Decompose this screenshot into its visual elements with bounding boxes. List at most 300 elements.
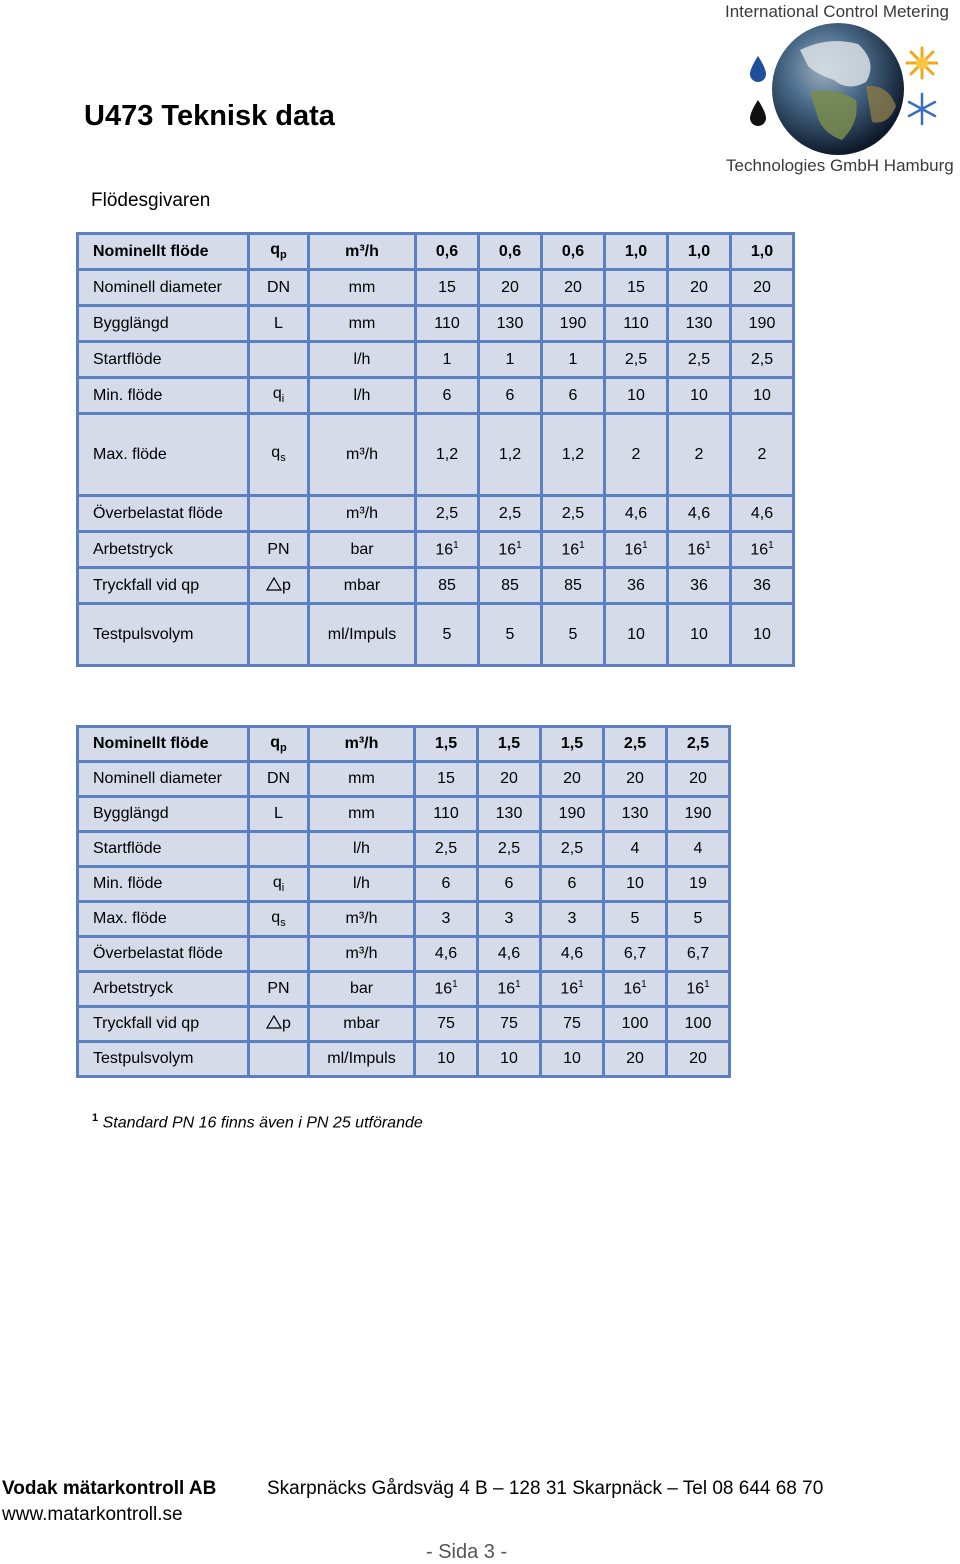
value-cell	[604, 902, 667, 937]
symbol-cell	[249, 867, 309, 902]
value-text: 1,0	[687, 242, 711, 260]
value-text: 16	[687, 541, 706, 559]
symbol-cell	[249, 568, 309, 604]
value-cell	[668, 378, 731, 414]
value-text: 6	[504, 875, 514, 892]
page-number: - Sida 3 -	[426, 1541, 508, 1563]
logo-bottom-text: Technologies GmbH Hamburg	[726, 156, 954, 175]
unit-cell: bar	[309, 972, 415, 1007]
value-text: 5	[630, 910, 640, 927]
symbol-cell	[249, 762, 309, 797]
symbol-cell	[249, 270, 309, 306]
value-text: 20	[626, 1050, 644, 1067]
value-cell	[415, 937, 478, 972]
value-text: 10	[563, 1050, 581, 1067]
value-cell	[479, 270, 542, 306]
value-text: 100	[621, 1015, 649, 1032]
unit-cell: bar	[309, 532, 416, 568]
value-cell	[731, 532, 794, 568]
value-cell	[478, 1042, 541, 1077]
value-cell	[604, 937, 667, 972]
value-cell	[542, 604, 605, 666]
symbol-cell	[249, 532, 309, 568]
value-cell	[541, 762, 604, 797]
value-cell	[542, 378, 605, 414]
value-cell	[479, 342, 542, 378]
value-text: 2	[694, 445, 704, 463]
row-label: Nominell diameter	[78, 270, 249, 306]
value-cell	[416, 378, 479, 414]
unit-cell: m³/h	[309, 414, 416, 496]
value-cell	[605, 270, 668, 306]
value-cell	[415, 902, 478, 937]
value-cell	[541, 1007, 604, 1042]
value-text: 6	[568, 386, 578, 404]
value-text: 4	[693, 840, 703, 857]
footnote-ref: 1	[453, 539, 459, 551]
row-label: Min. flöde	[78, 378, 249, 414]
value-cell	[416, 270, 479, 306]
value-cell	[542, 568, 605, 604]
company-logo	[720, 0, 960, 180]
value-cell	[604, 762, 667, 797]
value-cell	[479, 532, 542, 568]
table-row	[78, 378, 794, 414]
value-cell	[668, 568, 731, 604]
value-text: 4,6	[624, 504, 648, 522]
row-label: Överbelastat flöde	[78, 937, 249, 972]
value-cell	[667, 727, 730, 762]
symbol-text: q	[271, 444, 281, 462]
value-text: 16	[497, 980, 516, 998]
value-text: 1	[568, 350, 578, 368]
value-cell	[667, 1007, 730, 1042]
symbol-text: p	[282, 576, 291, 594]
value-cell	[604, 727, 667, 762]
footnote-marker: 1	[92, 1112, 99, 1124]
value-text: 110	[433, 805, 459, 822]
value-cell	[479, 568, 542, 604]
value-text: 2,5	[435, 504, 459, 522]
footer-website-link[interactable]: www.matarkontroll.se	[2, 1504, 183, 1525]
value-text: 16	[498, 541, 517, 559]
value-cell	[605, 568, 668, 604]
footnote-ref: 1	[578, 979, 584, 991]
value-cell	[415, 1007, 478, 1042]
value-text: 5	[693, 910, 703, 927]
value-text: 1	[442, 350, 452, 368]
value-cell	[416, 234, 479, 270]
value-text: 20	[689, 1050, 707, 1067]
value-cell	[542, 270, 605, 306]
symbol-subscript: p	[280, 249, 287, 262]
row-label: Nominellt flöde	[78, 727, 249, 762]
value-cell	[668, 604, 731, 666]
value-text: 2,5	[750, 350, 774, 368]
value-cell	[731, 306, 794, 342]
value-text: 36	[690, 576, 708, 594]
value-text: 4,6	[434, 945, 458, 962]
value-text: 2,5	[624, 350, 648, 368]
value-cell	[478, 1007, 541, 1042]
value-cell	[415, 832, 478, 867]
value-cell	[416, 568, 479, 604]
unit-cell: l/h	[309, 832, 415, 867]
value-cell	[731, 342, 794, 378]
value-cell	[605, 496, 668, 532]
value-text: 190	[684, 805, 712, 822]
value-text: 5	[442, 625, 452, 643]
symbol-cell	[249, 604, 309, 666]
value-cell	[731, 270, 794, 306]
value-text: 10	[627, 625, 645, 643]
unit-cell: m³/h	[309, 902, 415, 937]
unit-cell: l/h	[309, 378, 416, 414]
table-row	[78, 568, 794, 604]
unit-cell: mm	[309, 270, 416, 306]
value-text: 3	[567, 910, 577, 927]
footnote-ref: 1	[452, 979, 458, 991]
unit-cell: l/h	[309, 342, 416, 378]
value-text: 75	[437, 1015, 455, 1032]
value-text: 6	[567, 875, 577, 892]
value-cell	[541, 797, 604, 832]
value-cell	[478, 832, 541, 867]
symbol-cell	[249, 342, 309, 378]
unit-cell: m³/h	[309, 234, 416, 270]
value-text: 1	[505, 350, 515, 368]
table-row	[78, 234, 794, 270]
value-cell	[667, 867, 730, 902]
value-cell	[605, 532, 668, 568]
value-cell	[415, 867, 478, 902]
value-cell	[416, 342, 479, 378]
value-text: 15	[437, 770, 455, 787]
footnote-text: Standard PN 16 finns även i PN 25 utförande	[98, 1114, 423, 1132]
value-text: 3	[441, 910, 451, 927]
symbol-text: q	[270, 733, 281, 751]
value-text: 85	[438, 576, 456, 594]
value-text: 20	[563, 770, 581, 787]
value-text: 36	[753, 576, 771, 594]
value-text: 6	[441, 875, 451, 892]
value-text: 10	[753, 386, 771, 404]
value-text: 130	[495, 805, 523, 822]
value-text: 1,2	[435, 445, 459, 463]
spec-table-2	[76, 725, 731, 1078]
value-cell	[478, 762, 541, 797]
value-cell	[605, 604, 668, 666]
value-text: 10	[753, 625, 771, 643]
value-text: 75	[563, 1015, 581, 1032]
value-cell	[668, 414, 731, 496]
value-text: 190	[748, 314, 776, 332]
footnote-ref: 1	[704, 979, 710, 991]
table-row	[78, 306, 794, 342]
table-row	[78, 342, 794, 378]
value-cell	[478, 867, 541, 902]
value-text: 190	[559, 314, 587, 332]
value-cell	[731, 604, 794, 666]
value-text: 4,6	[687, 504, 711, 522]
symbol-cell	[249, 972, 309, 1007]
symbol-text: p	[282, 1015, 291, 1032]
value-text: 0,6	[561, 242, 585, 260]
value-cell	[541, 832, 604, 867]
value-text: 2	[631, 445, 641, 463]
page-title: U473 Teknisk data	[84, 100, 335, 132]
value-text: 5	[568, 625, 578, 643]
table-row	[78, 972, 730, 1007]
row-label: Startflöde	[78, 832, 249, 867]
value-text: 4,6	[750, 504, 774, 522]
footnote-ref: 1	[515, 979, 521, 991]
symbol-cell	[249, 937, 309, 972]
value-cell	[604, 867, 667, 902]
footnote-ref: 1	[516, 539, 522, 551]
row-label: Nominell diameter	[78, 762, 249, 797]
value-cell	[731, 378, 794, 414]
value-text: 1,5	[497, 735, 521, 752]
unit-cell: ml/Impuls	[309, 604, 416, 666]
value-cell	[415, 1042, 478, 1077]
row-label: Överbelastat flöde	[78, 496, 249, 532]
symbol-text: q	[270, 241, 281, 259]
value-cell	[479, 306, 542, 342]
value-text: 2,5	[687, 350, 711, 368]
table-row	[78, 604, 794, 666]
value-text: 16	[561, 541, 580, 559]
symbol-text: DN	[266, 278, 291, 296]
value-text: 16	[686, 980, 705, 998]
value-text: 16	[624, 541, 643, 559]
value-text: 1,0	[750, 242, 774, 260]
unit-cell: mm	[309, 797, 415, 832]
value-text: 1,5	[434, 735, 458, 752]
row-label: Arbetstryck	[78, 532, 249, 568]
row-label: Bygglängd	[78, 306, 249, 342]
value-text: 16	[750, 541, 769, 559]
value-cell	[479, 234, 542, 270]
value-text: 0,6	[498, 242, 522, 260]
row-label: Bygglängd	[78, 797, 249, 832]
value-cell	[604, 1042, 667, 1077]
value-cell	[541, 1042, 604, 1077]
value-cell	[542, 414, 605, 496]
symbol-subscript: s	[280, 917, 286, 930]
value-cell	[479, 496, 542, 532]
value-cell	[605, 378, 668, 414]
value-text: 1,2	[561, 445, 585, 463]
symbol-subscript: p	[280, 742, 287, 755]
value-text: 110	[434, 314, 460, 332]
logo-top-text: International Control Metering	[725, 2, 949, 21]
value-text: 10	[437, 1050, 455, 1067]
footnote-ref: 1	[705, 539, 711, 551]
value-cell	[604, 832, 667, 867]
value-text: 4	[630, 840, 640, 857]
value-cell	[667, 1042, 730, 1077]
value-text: 15	[627, 278, 645, 296]
footnote-ref: 1	[768, 539, 774, 551]
value-cell	[542, 342, 605, 378]
value-cell	[668, 532, 731, 568]
value-cell	[668, 496, 731, 532]
value-cell	[541, 972, 604, 1007]
value-text: 10	[626, 875, 644, 892]
value-text: 0,6	[435, 242, 459, 260]
value-cell	[667, 797, 730, 832]
value-cell	[478, 972, 541, 1007]
value-text: 10	[500, 1050, 518, 1067]
value-cell	[667, 832, 730, 867]
row-label: Min. flöde	[78, 867, 249, 902]
table-row	[78, 1007, 730, 1042]
value-text: 1,5	[560, 735, 584, 752]
value-cell	[668, 270, 731, 306]
value-text: 16	[434, 980, 453, 998]
value-cell	[479, 378, 542, 414]
value-text: 20	[753, 278, 771, 296]
value-text: 6,7	[686, 945, 710, 962]
value-cell	[541, 727, 604, 762]
value-cell	[667, 902, 730, 937]
table-row	[78, 1042, 730, 1077]
symbol-cell	[249, 1007, 309, 1042]
value-text: 6	[442, 386, 452, 404]
table-row	[78, 832, 730, 867]
unit-cell: m³/h	[309, 727, 415, 762]
row-label: Tryckfall vid qp	[78, 568, 249, 604]
value-text: 190	[558, 805, 586, 822]
value-text: 130	[621, 805, 649, 822]
value-text: 1,2	[498, 445, 522, 463]
symbol-cell	[249, 727, 309, 762]
row-label: Startflöde	[78, 342, 249, 378]
value-text: 20	[500, 770, 518, 787]
delta-triangle-icon	[266, 577, 282, 594]
value-text: 6	[505, 386, 515, 404]
value-text: 130	[685, 314, 713, 332]
value-cell	[605, 342, 668, 378]
value-cell	[668, 306, 731, 342]
row-label: Testpulsvolym	[78, 604, 249, 666]
value-text: 36	[627, 576, 645, 594]
value-text: 20	[689, 770, 707, 787]
value-text: 2,5	[686, 735, 710, 752]
unit-cell: mbar	[309, 568, 416, 604]
value-cell	[542, 532, 605, 568]
value-text: 20	[626, 770, 644, 787]
row-label: Tryckfall vid qp	[78, 1007, 249, 1042]
symbol-cell	[249, 414, 309, 496]
value-text: 2,5	[498, 504, 522, 522]
value-text: 20	[690, 278, 708, 296]
value-cell	[415, 762, 478, 797]
value-text: 2,5	[497, 840, 521, 857]
value-cell	[416, 532, 479, 568]
value-text: 85	[501, 576, 519, 594]
value-text: 4,6	[497, 945, 521, 962]
value-text: 20	[501, 278, 519, 296]
symbol-cell	[249, 234, 309, 270]
row-label: Arbetstryck	[78, 972, 249, 1007]
value-cell	[667, 762, 730, 797]
value-text: 6,7	[623, 945, 647, 962]
symbol-text: q	[272, 873, 282, 891]
row-label: Max. flöde	[78, 902, 249, 937]
unit-cell: l/h	[309, 867, 415, 902]
value-cell	[604, 972, 667, 1007]
value-cell	[478, 797, 541, 832]
value-text: 19	[689, 875, 707, 892]
symbol-cell	[249, 832, 309, 867]
symbol-cell	[249, 797, 309, 832]
table-row	[78, 270, 794, 306]
unit-cell: m³/h	[309, 937, 415, 972]
unit-cell: m³/h	[309, 496, 416, 532]
value-text: 2	[757, 445, 767, 463]
value-text: 2,5	[623, 735, 647, 752]
symbol-cell	[249, 1042, 309, 1077]
value-cell	[541, 937, 604, 972]
table-row	[78, 762, 730, 797]
value-cell	[478, 902, 541, 937]
row-label: Testpulsvolym	[78, 1042, 249, 1077]
value-text: 75	[500, 1015, 518, 1032]
symbol-text: PN	[267, 540, 290, 558]
value-text: 2,5	[560, 840, 584, 857]
table-row	[78, 867, 730, 902]
value-cell	[478, 937, 541, 972]
table-row	[78, 414, 794, 496]
value-text: 2,5	[561, 504, 585, 522]
value-cell	[604, 1007, 667, 1042]
unit-cell: mm	[309, 762, 415, 797]
symbol-text: L	[274, 805, 283, 822]
value-cell	[668, 342, 731, 378]
symbol-text: q	[271, 908, 281, 926]
value-text: 15	[438, 278, 456, 296]
footer-company: Vodak mätarkontroll AB	[2, 1478, 217, 1499]
unit-cell: mbar	[309, 1007, 415, 1042]
spec-table-1	[76, 232, 795, 667]
value-text: 5	[505, 625, 515, 643]
value-cell	[416, 414, 479, 496]
table-row	[78, 937, 730, 972]
value-cell	[542, 234, 605, 270]
table-row	[78, 797, 730, 832]
footnote-ref: 1	[579, 539, 585, 551]
value-cell	[731, 414, 794, 496]
value-cell	[478, 727, 541, 762]
footnote-ref: 1	[641, 979, 647, 991]
value-cell	[604, 797, 667, 832]
value-text: 16	[623, 980, 642, 998]
footnote	[92, 1112, 423, 1132]
unit-cell: mm	[309, 306, 416, 342]
footnote-ref: 1	[642, 539, 648, 551]
symbol-cell	[249, 306, 309, 342]
table-row	[78, 496, 794, 532]
symbol-subscript: i	[281, 882, 285, 895]
value-text: 1,0	[624, 242, 648, 260]
value-text: 16	[435, 541, 454, 559]
value-cell	[416, 496, 479, 532]
delta-triangle-icon	[266, 1015, 282, 1032]
unit-cell: ml/Impuls	[309, 1042, 415, 1077]
value-text: 4,6	[560, 945, 584, 962]
